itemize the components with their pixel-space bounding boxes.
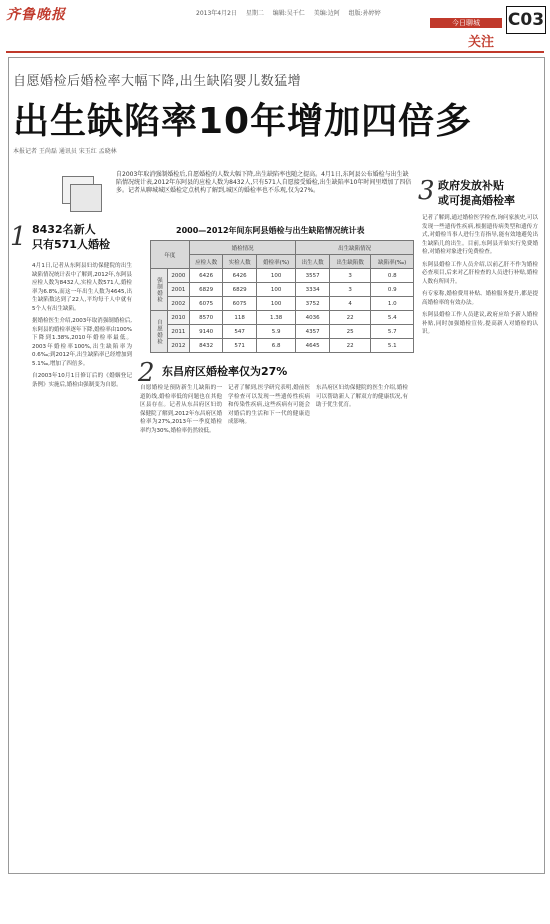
section1-title-line1: 8432名新人	[32, 223, 96, 236]
editor-credit: 编辑:吴千仁	[272, 10, 305, 17]
table-cell: 6.8	[256, 339, 295, 353]
masthead-logo: 齐鲁晚报	[6, 7, 66, 23]
statistics-table	[150, 240, 414, 353]
table-cell: 3557	[296, 269, 330, 283]
section3-para-2: 东阿县婚检工作人员介绍,以前乙肝不作为婚检必查项目,后来对乙肝检查的人员进行补贴,婚检人数有所回升。	[422, 261, 538, 285]
table-cell: 2002	[168, 297, 190, 311]
table-cell: 5.9	[256, 325, 295, 339]
table-cell: 118	[223, 311, 257, 325]
table-cell: 4357	[296, 325, 330, 339]
table-cell: 0.9	[371, 283, 414, 297]
table-cell: 1.38	[256, 311, 295, 325]
table-col-header: 出生人数	[296, 255, 330, 269]
table-cell: 2011	[168, 325, 190, 339]
table-cell: 8432	[189, 339, 223, 353]
section-number-1: 1	[10, 222, 27, 252]
header-info	[196, 8, 388, 17]
section1-title-line2: 只有571人婚检	[32, 238, 110, 251]
table-header-group1: 婚检情况	[189, 241, 295, 255]
table-col-header: 实检人数	[223, 255, 257, 269]
table-cell: 6075	[189, 297, 223, 311]
table-cell: 4036	[296, 311, 330, 325]
section-number-3: 3	[418, 176, 435, 206]
table-cell: 6075	[223, 297, 257, 311]
table-cell: 6426	[223, 269, 257, 283]
layout-credit: 组版:孙婷婷	[348, 10, 381, 17]
page-number: C03	[506, 6, 546, 34]
table-cell: 1.0	[371, 297, 414, 311]
section3-body	[422, 214, 538, 337]
section1-para-2: 据婚检医生介绍,2003年取消强制婚检后,东阿县的婚检率逐年下降,婚检率由100%下降到1.38%,2010年婚检率最低。2003年婚检率100%,出生缺陷率为0.6‰;到2012年,出生缺陷率已经增加到5.1‰,增加了四倍多。	[32, 318, 132, 367]
table-cell: 100	[256, 283, 295, 297]
table-row	[151, 339, 414, 353]
table-cell: 4	[329, 297, 371, 311]
section-number-2: 2	[138, 358, 155, 388]
decor-box-front	[70, 184, 102, 212]
section1-body	[32, 262, 132, 389]
section2-title: 东昌府区婚检率仅为27%	[162, 365, 288, 378]
table-col-header: 出生缺陷数	[329, 255, 371, 269]
table-group-mandatory: 强制婚检	[151, 269, 168, 311]
article-subhead: 自愿婚检后婚检率大幅下降,出生缺陷婴儿数猛增	[13, 74, 302, 89]
table-cell: 2001	[168, 283, 190, 297]
table-col-header: 缺陷率(‰)	[371, 255, 414, 269]
table-cell: 5.1	[371, 339, 414, 353]
table-cell: 6829	[223, 283, 257, 297]
table-cell: 5.4	[371, 311, 414, 325]
section2-col-1: 自愿婚检是预防新生儿缺陷的一道防线,婚检率低的问题也在其他区县存在。记者从东昌府区妇幼保健院了解到,2012年东昌府区婚检率为27%,2013年一季度婚检率约为30%,婚检率仍然较低。	[140, 385, 222, 434]
table-cell: 547	[223, 325, 257, 339]
table-cell: 100	[256, 269, 295, 283]
table-row	[151, 283, 414, 297]
table-cell: 6829	[189, 283, 223, 297]
table-cell: 2012	[168, 339, 190, 353]
table-cell: 0.8	[371, 269, 414, 283]
section-subtitle: 关注	[468, 35, 495, 50]
table-cell: 3752	[296, 297, 330, 311]
section3-para-1: 记者了解到,通过婚检医学检查,询问家族史,可以发现一些遗传性疾病,根据遗传病类型和遗传方式,对婚检当事人进行生育指导,能有效地避免出生缺陷儿的出生。目前,东阿县开始实行免费婚检,对婚检对象进行免费检查。	[422, 215, 538, 255]
table-cell: 4645	[296, 339, 330, 353]
table-row	[151, 325, 414, 339]
table-cell: 2000	[168, 269, 190, 283]
section1-para-3: 自2003年10月1日修订后的《婚姻登记条例》实施后,婚检由强制变为自愿。	[32, 373, 132, 388]
section2-col-3: 东昌府区妇幼保健院的医生介绍,婚检可以帮助新人了解双方的健康状况,有助于优生优育。	[316, 385, 408, 408]
table-header-group2: 出生缺陷情况	[296, 241, 414, 255]
table-cell: 2010	[168, 311, 190, 325]
table-group-voluntary: 自愿婚检	[151, 311, 168, 353]
table-cell: 9140	[189, 325, 223, 339]
table-row	[151, 297, 414, 311]
table-row	[151, 311, 414, 325]
section3-title-line1: 政府发放补贴	[438, 179, 504, 192]
section2-col-2: 记者了解到,医学研究表明,婚前医学检查可以发现一些遗传性疾病和传染性疾病,这些疾病有可能会对婚后的生活和下一代的健康造成影响。	[228, 385, 310, 425]
table-cell: 3	[329, 269, 371, 283]
section1-title	[32, 222, 110, 252]
table-col-header: 应检人数	[189, 255, 223, 269]
section3-para-4: 东阿县婚检工作人员建议,政府应给予新人婚检补贴,同时加强婚检宣传,提高新人对婚检的认识。	[422, 312, 538, 335]
section1-para-1: 4月1日,记者从东阿县妇幼保健院的出生缺陷情况统计表中了解到,2012年,东阿县应检人数为8432人,实检人数571人,婚检率为6.8%,而这一年出生人数为4645,出生缺陷数达到了22人,平均每千人中就有5个人有出生缺陷。	[32, 263, 132, 312]
table-cell: 8570	[189, 311, 223, 325]
table-cell: 22	[329, 311, 371, 325]
table-cell: 25	[329, 325, 371, 339]
article-lead: 自2003年取消强制婚检后,自愿婚检的人数大幅下降,出生缺陷率也随之提高。4月1日,东阿县公布婚检与出生缺陷情况统计表,2012年东阿县的应检人数为8432人,只有571人自愿接受婚检,出生缺陷率10年时间里增加了四倍多。记者从聊城城区婚检定点机构了解到,城区的婚检率也不乐观,仅为27%。	[116, 171, 412, 194]
table-cell: 6426	[189, 269, 223, 283]
header-divider	[6, 51, 544, 53]
table-cell: 571	[223, 339, 257, 353]
table-title: 2000—2012年间东阿县婚检与出生缺陷情况统计表	[176, 226, 365, 235]
table-row	[151, 269, 414, 283]
section3-title-line2: 或可提高婚检率	[438, 194, 515, 207]
table-cell: 22	[329, 339, 371, 353]
table-header-year: 年度	[151, 241, 190, 269]
table-cell: 3334	[296, 283, 330, 297]
table-cell: 5.7	[371, 325, 414, 339]
section3-para-3: 有专家称,婚检费用补贴、婚检服务提升,都是提高婚检率的有效办法。	[422, 291, 538, 306]
issue-weekday: 星期二	[245, 10, 264, 17]
section3-title	[438, 178, 515, 208]
section-label: 今日聊城	[430, 18, 502, 28]
article-byline: 本报记者 王尚磊 通讯员 宋玉红 孟晓林	[13, 148, 117, 155]
table-cell: 3	[329, 283, 371, 297]
article-headline: 出生缺陷率10年增加四倍多	[13, 101, 473, 142]
designer-credit: 美编:边阿	[313, 10, 340, 17]
table-col-header: 婚检率(%)	[256, 255, 295, 269]
issue-date: 2013年4月2日	[196, 10, 237, 17]
table-cell: 100	[256, 297, 295, 311]
